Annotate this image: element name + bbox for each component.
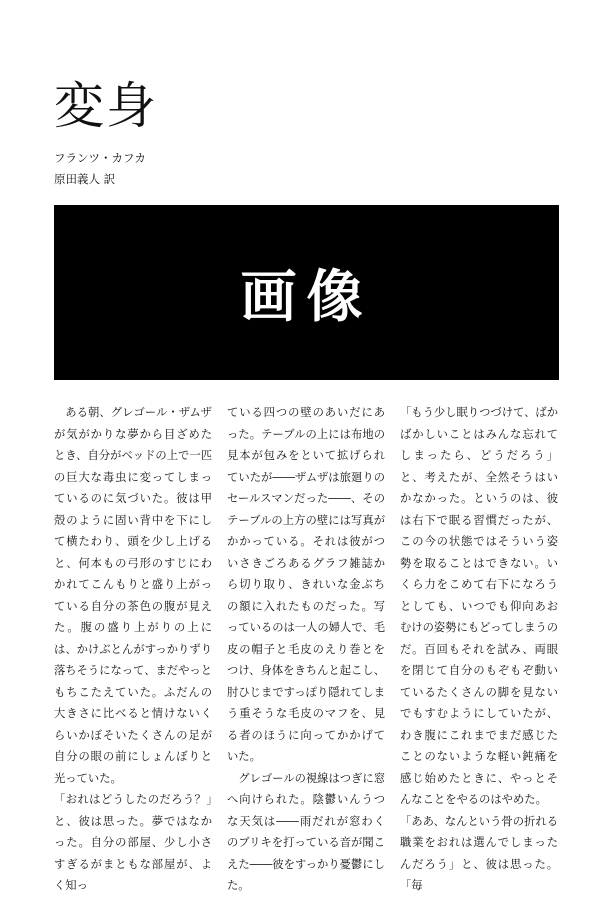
author-name: フランツ・カフカ (54, 151, 146, 165)
text-column-2 (227, 402, 385, 897)
image-placeholder-label: 画像 (240, 264, 373, 330)
body-paragraph: 「もう少し眠りつづけて、ばかばかしいことはみんな忘れてしまったら、どうだろう」と、考えたが、全然そうはいかなかった。というのは、彼は右下で眠る習慣だったが、この今の状態ではそういう姿勢を取ることはできない。いくら力をこめて右下になろうとしても、いつでも仰向あおむけの姿勢にもどってしまうのだ。百回もそれを試み、両眼を閉じて自分のもぞもぞ動いているたくさんの脚を見ないでもすむようにしていたが、わき腹にこれまでまだ感じたことのないような軽い鈍痛を感じ始めたときに、やっとそんなことをやるのはやめた。 (400, 406, 558, 806)
document-title: 変身 (54, 77, 158, 135)
body-paragraph: 「ああ、なんという骨の折れる職業をおれは選んでしまったんだろう」と、彼は思った。「毎 (400, 814, 558, 892)
body-paragraph: ある朝、グレゴール・ザムザが気がかりな夢から目ざめたとき、自分がベッドの上で一匹の巨大な毒虫に変ってしまっているのに気づいた。彼は甲殻のように固い背中を下にして横たわり、頭を少し上げると、何本もの弓形のすじにわかれてこんもりと盛り上がっている自分の茶色の腹が見えた。腹の盛り上がりの上には、かけぶとんがすっかりずり落ちそうになって、まだやっともちこたえていた。ふだんの大きさに比べると情けないくらいかぼそいたくさんの足が自分の眼の前にしょんぼりと光っていた。 (54, 406, 212, 785)
text-column-3 (400, 402, 558, 897)
body-paragraph: ている四つの壁のあいだにあった。テーブルの上には布地の見本が包みをといて拡げられていたが――ザムザは旅廻りのセールスマンだった――、そのテーブルの上方の壁には写真がかかっている。それは彼がついさきごろあるグラフ雑誌から切り取り、きれいな金ぶちの額に入れたものだった。写っているのは一人の婦人で、毛皮の帽子と毛皮のえり巻とをつけ、身体をきちんと起こし、肘ひじまですっぽり隠れてしまう重そうな毛皮のマフを、見る者のほうに向ってかかげていた。 (227, 406, 385, 763)
text-column-1 (54, 402, 212, 897)
image-placeholder (54, 205, 559, 380)
translator-credit: 原田義人 訳 (54, 172, 116, 186)
body-paragraph: 「おれはどうしたのだろう？」と、彼は思った。夢ではなかった。自分の部屋、少し小さすぎるがまともな部屋が、よく知っ (54, 793, 212, 892)
body-paragraph: グレゴールの視線はつぎに窓へ向けられた。陰鬱いんうつな天気は――雨だれが窓わくのブリキを打っている音が聞こえた――彼をすっかり憂鬱にした。 (227, 771, 385, 892)
